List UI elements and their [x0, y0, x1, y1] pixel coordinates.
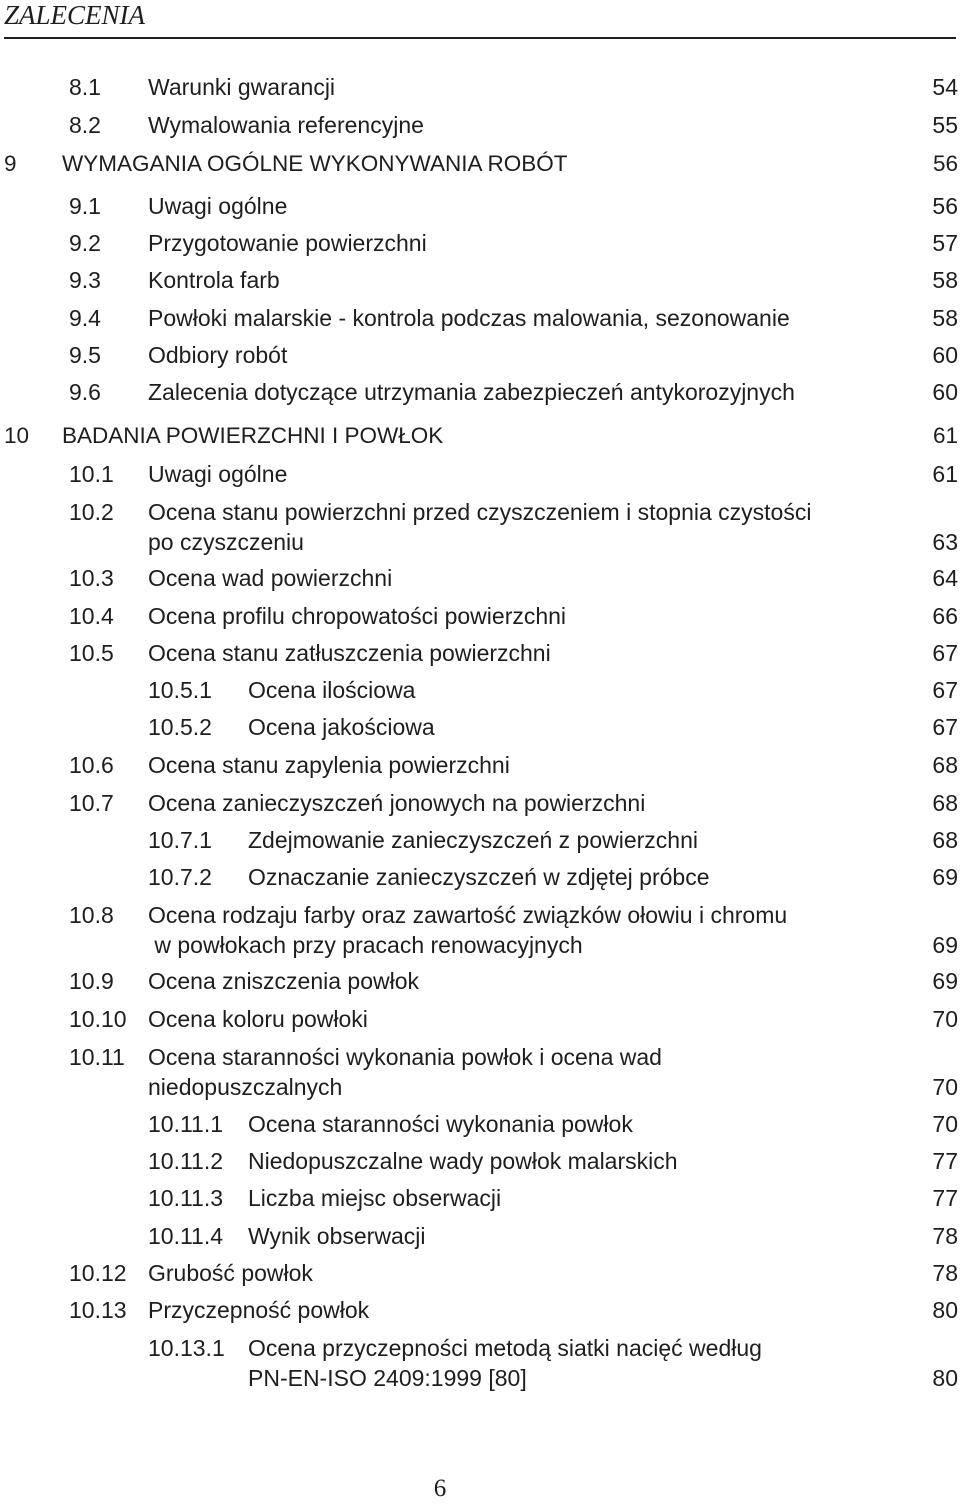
toc-entry-title-line: Ocena staranności wykonania powłok	[248, 1111, 633, 1137]
toc-entry-number: 9	[4, 151, 17, 176]
toc-entry[interactable]	[0, 1004, 958, 1034]
toc-entry[interactable]	[0, 712, 958, 742]
toc-entry-number: 10	[4, 423, 30, 448]
toc-entry-title	[148, 900, 787, 960]
toc-entry-title-line: po czyszczeniu	[148, 529, 304, 555]
toc-entry[interactable]	[0, 900, 958, 960]
toc-entry-title-line: Warunki gwarancji	[148, 74, 336, 100]
toc-entry-title	[148, 638, 551, 668]
toc-entry-title-line: Powłoki malarskie - kontrola podczas malowania, sezonowanie	[148, 305, 790, 331]
toc-entry-title-line: Przyczepność powłok	[148, 1297, 370, 1323]
toc-entry-title-line: BADANIA POWIERZCHNI I POWŁOK	[62, 423, 444, 448]
toc-entry-number: 10.11	[69, 1044, 125, 1070]
toc-entry-page: 78	[932, 1260, 958, 1286]
toc-entry-page: 70	[932, 1074, 958, 1100]
toc-entry-title-line: w powłokach przy pracach renowacyjnych	[148, 932, 583, 958]
toc-entry[interactable]	[0, 1109, 958, 1139]
toc-entry[interactable]	[0, 563, 958, 593]
toc-entry-title	[148, 1042, 662, 1102]
toc-entry-title-line: Odbiory robót	[148, 342, 288, 368]
toc-entry-page: 68	[932, 790, 958, 816]
toc-entry-title-line: Ocena wad powierzchni	[148, 565, 393, 591]
toc-entry-page: 57	[932, 230, 958, 256]
toc-entry[interactable]	[0, 459, 958, 489]
toc-entry-title-line: Ocena stanu zatłuszczenia powierzchni	[148, 640, 551, 666]
toc-entry-number: 10.5.2	[148, 714, 212, 740]
toc-entry-number: 10.11.4	[148, 1223, 224, 1249]
toc-entry-number: 10.4	[69, 603, 114, 629]
toc-entry-page: 68	[932, 752, 958, 778]
toc-entry[interactable]	[0, 303, 958, 333]
toc-entry[interactable]	[0, 1183, 958, 1213]
toc-entry-title-line: Ocena koloru powłoki	[148, 1006, 368, 1032]
toc-entry-title	[148, 1004, 368, 1034]
toc-entry-number: 9.5	[69, 342, 101, 368]
toc-entry-title-line: Ocena przyczepności metodą siatki nacięć według	[248, 1335, 762, 1361]
toc-entry-number: 9.6	[69, 379, 101, 405]
toc-entry-page: 64	[932, 565, 958, 591]
toc-entry-page: 70	[932, 1006, 958, 1032]
toc-entry-title	[148, 966, 419, 996]
toc-entry-title	[148, 265, 280, 295]
toc-entry[interactable]	[0, 825, 958, 855]
toc-entry-number: 10.11.2	[148, 1148, 224, 1174]
toc-entry-title-line: Przygotowanie powierzchni	[148, 230, 427, 256]
toc-entry[interactable]	[0, 149, 958, 179]
toc-entry-page: 60	[932, 342, 958, 368]
toc-entry-number: 9.2	[69, 230, 101, 256]
toc-entry-page: 63	[932, 529, 958, 555]
toc-entry-number: 10.8	[69, 902, 114, 928]
toc-entry[interactable]	[0, 750, 958, 780]
toc-entry-number: 10.12	[69, 1260, 127, 1286]
toc-entry-title	[248, 675, 415, 705]
toc-entry-title	[148, 303, 790, 333]
toc-entry-page: 77	[932, 1148, 958, 1174]
toc-entry-page: 61	[932, 461, 958, 487]
toc-entry[interactable]	[0, 1221, 958, 1251]
toc-entry-title-line: Ocena jakościowa	[248, 714, 435, 740]
toc-entry-page: 77	[932, 1185, 958, 1211]
toc-entry-title-line: PN-EN-ISO 2409:1999 [80]	[248, 1365, 527, 1391]
toc-entry[interactable]	[0, 1258, 958, 1288]
toc-entry[interactable]	[0, 110, 958, 140]
toc-entry[interactable]	[0, 228, 958, 258]
toc-entry-title-line: Wynik obserwacji	[248, 1223, 426, 1249]
toc-entry-title	[248, 862, 710, 892]
toc-entry[interactable]	[0, 72, 958, 102]
toc-entry-title	[248, 1333, 762, 1393]
toc-entry-number: 10.5.1	[148, 677, 212, 703]
toc-entry-title	[248, 1109, 633, 1139]
toc-entry-page: 67	[932, 714, 958, 740]
toc-entry-title	[248, 1183, 501, 1213]
toc-entry-page: 58	[932, 267, 958, 293]
toc-entry[interactable]	[0, 1333, 958, 1393]
toc-entry[interactable]	[0, 497, 958, 557]
toc-entry-number: 10.10	[69, 1006, 127, 1032]
toc-entry-number: 10.1	[69, 461, 114, 487]
toc-entry-number: 10.9	[69, 968, 114, 994]
toc-entry-title	[148, 377, 795, 407]
toc-entry-title-line: Uwagi ogólne	[148, 461, 288, 487]
toc-entry-page: 67	[932, 677, 958, 703]
toc-entry-page: 56	[932, 193, 958, 219]
toc-entry-title-line: Ocena zanieczyszczeń jonowych na powierzchni	[148, 790, 646, 816]
toc-entry-page: 58	[932, 305, 958, 331]
toc-entry-page: 69	[932, 932, 958, 958]
toc-entry-title-line: niedopuszczalnych	[148, 1074, 343, 1100]
toc-entry-page: 60	[932, 379, 958, 405]
toc-entry-page: 69	[932, 968, 958, 994]
toc-entry-title	[248, 1221, 425, 1251]
toc-entry-title-line: Liczba miejsc obserwacji	[248, 1185, 502, 1211]
toc-entry-title	[148, 563, 392, 593]
toc-entry-title	[148, 1258, 313, 1288]
toc-entry-title-line: Kontrola farb	[148, 267, 280, 293]
toc-entry-title	[148, 601, 566, 631]
toc-entry-title-line: Wymalowania referencyjne	[148, 112, 424, 138]
toc-entry[interactable]	[0, 601, 958, 631]
toc-entry-title	[248, 1146, 678, 1176]
toc-entry-title-line: Ocena staranności wykonania powłok i ocena wad	[148, 1044, 662, 1070]
toc-entry-title-line: Ocena stanu zapylenia powierzchni	[148, 752, 510, 778]
toc-entry-page: 80	[932, 1297, 958, 1323]
toc-entry-number: 9.3	[69, 267, 101, 293]
toc-entry-number: 10.7	[69, 790, 114, 816]
toc-entry-page: 66	[932, 603, 958, 629]
toc-entry-page: 70	[932, 1111, 958, 1137]
toc-entry-title-line: Zdejmowanie zanieczyszczeń z powierzchni	[248, 827, 698, 853]
toc-entry-number: 8.1	[69, 74, 101, 100]
toc-entry[interactable]	[0, 377, 958, 407]
toc-entry-number: 10.7.1	[148, 827, 212, 853]
toc-entry-page: 56	[932, 151, 958, 176]
toc-entry[interactable]	[0, 788, 958, 818]
toc-entry[interactable]	[0, 265, 958, 295]
toc-entry-title	[148, 228, 427, 258]
running-header-title: ZALECENIA	[4, 0, 146, 30]
toc-entry-title	[148, 340, 287, 370]
toc-entry[interactable]	[0, 862, 958, 892]
toc-entry-title-line: Ocena profilu chropowatości powierzchni	[148, 603, 567, 629]
toc-entry-title	[148, 497, 811, 557]
toc-entry-title-line: WYMAGANIA OGÓLNE WYKONYWANIA ROBÓT	[62, 151, 568, 176]
toc-entry-title-line: Zalecenia dotyczące utrzymania zabezpieczeń antykorozyjnych	[148, 379, 795, 405]
toc-entry-number: 10.11.3	[148, 1185, 224, 1211]
toc-entry-number: 9.4	[69, 305, 101, 331]
toc-entry-page: 55	[932, 112, 958, 138]
toc-entry-title	[148, 459, 287, 489]
toc-entry-title-line: Ocena ilościowa	[248, 677, 416, 703]
toc-entry-page: 68	[932, 827, 958, 853]
toc-entry[interactable]	[0, 1042, 958, 1102]
toc-entry-title	[148, 191, 287, 221]
toc-entry-title	[148, 788, 645, 818]
toc-entry-title	[148, 750, 510, 780]
toc-entry-number: 10.3	[69, 565, 114, 591]
toc-entry-page: 61	[932, 423, 958, 448]
toc-entry-page: 69	[932, 864, 958, 890]
toc-entry-title	[148, 110, 424, 140]
toc-entry-title-line: Oznaczanie zanieczyszczeń w zdjętej próbce	[248, 864, 710, 890]
toc-entry-title	[248, 825, 698, 855]
toc-entry-title-line: Ocena stanu powierzchni przed czyszczeniem i stopnia czystości	[148, 499, 812, 525]
toc-entry-page: 67	[932, 640, 958, 666]
toc-entry-number: 10.13	[69, 1297, 127, 1323]
toc-entry-title	[248, 712, 435, 742]
toc-entry[interactable]	[0, 1146, 958, 1176]
toc-entry-number: 10.11.1	[148, 1111, 224, 1137]
toc-entry-title-line: Uwagi ogólne	[148, 193, 288, 219]
toc-entry-title	[148, 1295, 369, 1325]
toc-entry[interactable]	[0, 421, 958, 451]
toc-entry-number: 10.7.2	[148, 864, 212, 890]
toc-entry-title-line: Ocena rodzaju farby oraz zawartość związków ołowiu i chromu	[148, 902, 788, 928]
toc-entry-page: 78	[932, 1223, 958, 1249]
toc-entry-number: 10.2	[69, 499, 114, 525]
toc-entry-page: 54	[932, 74, 958, 100]
toc-entry[interactable]	[0, 966, 958, 996]
toc-entry-title	[62, 421, 443, 451]
toc-entry-number: 10.6	[69, 752, 114, 778]
toc-entry-number: 9.1	[69, 193, 101, 219]
toc-entry[interactable]	[0, 1295, 958, 1325]
toc-entry-title-line: Ocena zniszczenia powłok	[148, 968, 420, 994]
toc-entry[interactable]	[0, 638, 958, 668]
toc-entry-title-line: Niedopuszczalne wady powłok malarskich	[248, 1148, 678, 1174]
toc-entry-number: 8.2	[69, 112, 101, 138]
toc-entry[interactable]	[0, 191, 958, 221]
toc-entry[interactable]	[0, 340, 958, 370]
toc-entry-number: 10.13.1	[148, 1335, 225, 1361]
toc-entry-title	[148, 72, 335, 102]
toc-entry-title-line: Grubość powłok	[148, 1260, 313, 1286]
page-number: 6	[433, 1475, 447, 1502]
toc-entry-title	[62, 149, 567, 179]
toc-entry-number: 10.5	[69, 640, 114, 666]
toc-entry[interactable]	[0, 675, 958, 705]
toc-entry-page: 80	[932, 1365, 958, 1391]
